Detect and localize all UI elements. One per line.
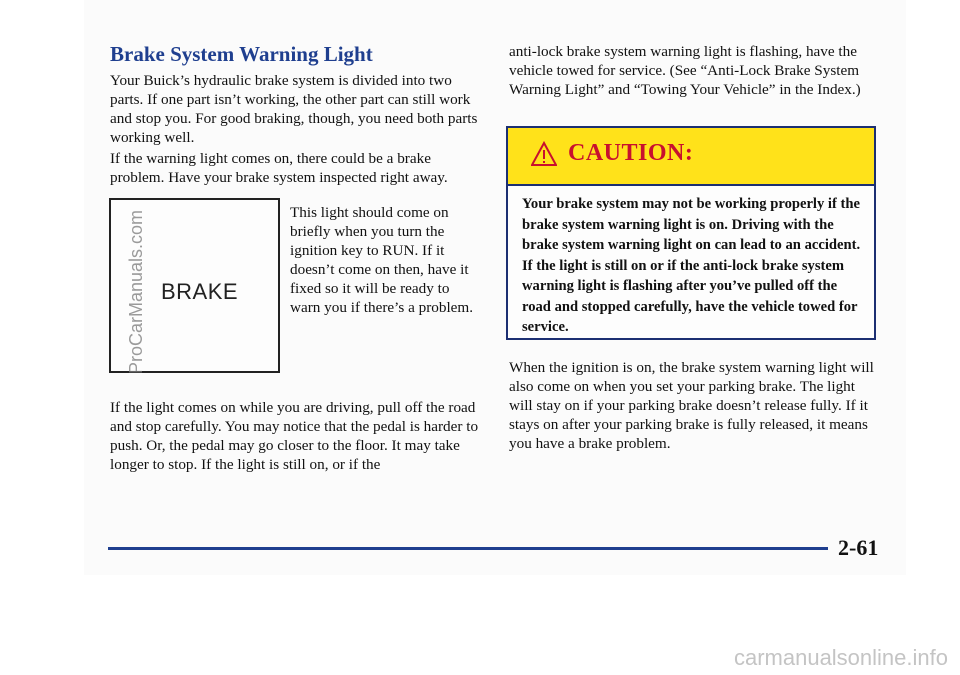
light-check-paragraph: This light should come on briefly when you turn the ignition key to RUN. If it doesn’t come on then, have it fixed so it will be ready to warn you if there’s a problem. xyxy=(290,204,474,316)
caution-text: Your brake system may not be working properly if the brake system warning light is on. Driving with the brake system warning light on can lead to an accident. If the light is still on or if the anti-lock brake system warning light is flashing after you’ve pulled off the road and stopped carefully, have the vehicle towed for service. xyxy=(522,196,861,335)
caution-banner xyxy=(508,128,874,186)
driving-paragraph: If the light comes on while you are driving, pull off the road and stop carefully. You may notice that the pedal is harder to push. Or, the pedal may go closer to the floor. It may take longer to stop. If the light is still on, or if the xyxy=(110,399,479,473)
page-number: 2-61 xyxy=(838,535,879,560)
watermark-left: ProCarManuals.com xyxy=(126,209,146,374)
section-heading: Brake System Warning Light xyxy=(110,42,373,66)
footer-rule xyxy=(108,547,828,550)
watermark-bottom: carmanualsonline.info xyxy=(733,645,948,670)
warning-triangle-icon xyxy=(531,141,557,167)
warning-paragraph: If the warning light comes on, there could be a brake problem. Have your brake system inspected right away. xyxy=(110,150,448,186)
towing-paragraph: anti-lock brake system warning light is flashing, have the vehicle towed for service. (See “Anti-Lock Brake System Warning Light” and “Towing Your Vehicle” in the Index.) xyxy=(509,43,861,98)
brake-light-label: BRAKE xyxy=(161,279,239,304)
caution-title: CAUTION: xyxy=(568,140,694,166)
parking-brake-paragraph: When the ignition is on, the brake system warning light will also come on when you set your parking brake. The light will stay on if your parking brake doesn’t release fully. If it stays on after your parking brake is fully released, it means you have a brake problem. xyxy=(509,359,874,452)
intro-paragraph: Your Buick’s hydraulic brake system is divided into two parts. If one part isn’t working, the other part can still work and stop you. For good braking, though, you need both parts working well. xyxy=(110,72,478,146)
caution-box xyxy=(506,126,876,340)
